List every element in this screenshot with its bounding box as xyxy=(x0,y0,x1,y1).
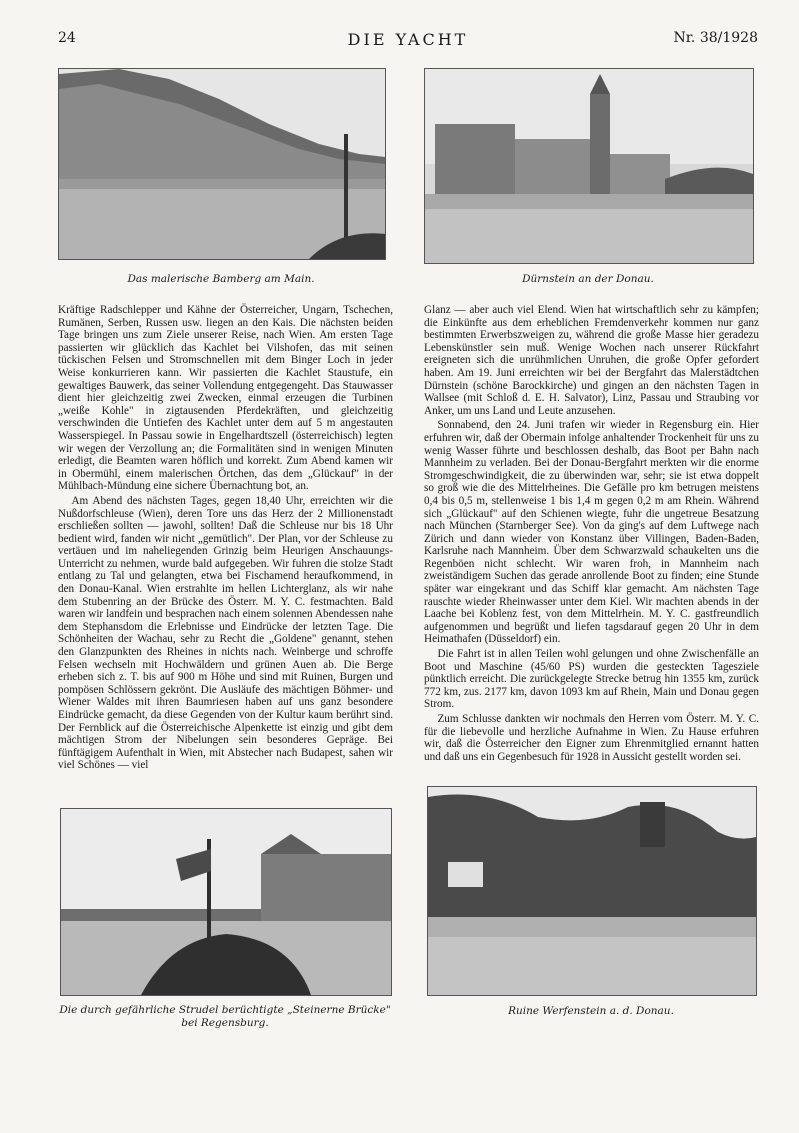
journal-title: DIE YACHT xyxy=(347,30,469,49)
paragraph: Kräftige Radschlepper und Kähne der Österreicher, Ungarn, Tschechen, Rumänen, Serben, Russen usw. liegen an den Kais. Die nächsten beiden Tage bringen uns zum Ziele unserer Reise, nach Wien. Am ersten Tage passierten wir glücklich das Kachlet bei Vilshofen, das mit seinen tückischen Felsen und Stromschnellen mit dem Binger Loch in jeder Weise konkurrieren kann. Wir passierten die Kachlet Staustufe, ein gewaltiges Bauwerk, das seiner Vollendung entgegengeht. Das Stauwasser dient hier gleichzeitig zwei Zwecken, einmal erzeugen die Turbinen „weiße Kohle" in zigtausenden Pferdekräften, und gleichzeitig verschwinden die Untiefen des Kachlet unter dem auf 5 m angestauten Wasserspiegel. In Passau sowie in Engelhardtszell (österreichisch) legten wir wegen der Verzollung an; die Formalitäten sind in wenigen Minuten erledigt, die Beamten waren höflich und korrekt. Zum Abend kamen wir in Obermühl, einem malerischen Örtchen, das dem „Glückauf" in der Mühlbach-Mündung eine sichere Übernachtung bot, an. xyxy=(58,304,393,493)
article-column-left xyxy=(58,304,393,772)
paragraph: Glanz — aber auch viel Elend. Wien hat wirtschaftlich sehr zu kämpfen; die Einkünfte aus dem erheblichen Fremdenverkehr kommen nur ganz bestimmten Erwerbszweigen zu, während die große Masse hier geradezu Lebenskünstler sein muß. Wenige Wochen nach unserer Rückfahrt ereigneten sich die unrühmlichen Unruhen, die große Opfer gefordert haben. Am 19. Juni erreichten wir bei der Bergfahrt das Malerstädtchen Dürnstein (schöne Barockkirche) und gingen an den nächsten Tagen in Wallsee (mit Schloß d. E. H. Salvator), Linz, Passau und Straubing vor Anker, um uns Land und Leute anzusehen. xyxy=(424,304,759,417)
running-header xyxy=(58,30,758,52)
paragraph: Zum Schlusse dankten wir nochmals den Herren vom Österr. M. Y. C. für die liebevolle und herzliche Aufnahme in Wien. Zu Hause erfuhren wir, daß die Österreicher den Eigner zum Ehrenmitglied ernannt hatten und daß uns ein Gegenbesuch für 1928 in Aussicht gestellt worden sei. xyxy=(424,713,759,763)
photo-steinerne-bruecke xyxy=(60,808,392,996)
photo-werfenstein xyxy=(427,786,757,996)
caption-werfenstein: Ruine Werfenstein a. d. Donau. xyxy=(508,1005,674,1017)
caption-line: Die durch gefährliche Strudel berüchtigte „Steinerne Brücke" xyxy=(59,1004,391,1016)
issue-number: Nr. 38/1928 xyxy=(673,30,758,46)
paragraph: Sonnabend, den 24. Juni trafen wir wieder in Regensburg ein. Hier erfuhren wir, daß der Obermain infolge anhaltender Trockenheit für uns zu wenig Wasser führte und beschlossen deshalb, das Boot per Bahn nach Mannheim zu verladen. Bei der Donau-Bergfahrt merkten wir die enorme Stromgeschwindigkeit, die zu überwinden war, sehr; sie ist etwa doppelt so groß wie die des Mittelrheines. Die Gefälle pro km betrugen meistens 0,4 bis 0,5 m, stellenweise 1 bis 1,4 m gegen 0,2 m am Rhein. Während sich „Glückauf" auf den Schienen wiegte, fuhr die ungetreue Besatzung nach München (Starnberger See). Von da ging's auf dem Luftwege nach Zürich und dann wieder von Konstanz über Villingen, Baden-Baden, Karlsruhe nach Mannheim. Über dem Schwarzwald schaukelten uns die Regenböen nicht schlecht. Wir waren froh, in Mannheim nach zweiständigem Suchen das gerade anrollende Boot zu finden; eine Stunde später war eingekrant und das Schiff klar gemacht. Am nächsten Tage rauschte wieder Rheinwasser unter dem Kiel. Wir machten abends in der Laache bei Koblenz fest, von dem Mittelrhein. M. Y. C. gastfreundlich aufgenommen und begrüßt und liefen tagsdarauf gegen 20 Uhr in dem Heimathafen (Düsseldorf) ein. xyxy=(424,419,759,646)
caption-steinerne-bruecke xyxy=(40,1004,410,1030)
page-number: 24 xyxy=(58,30,76,46)
article-column-right xyxy=(424,304,759,763)
photo-duernstein xyxy=(424,68,754,264)
photo-bamberg xyxy=(58,68,386,260)
paragraph: Am Abend des nächsten Tages, gegen 18,40 Uhr, erreichten wir die Nußdorfschleuse (Wien), deren Tore uns das Herz der 2 Millionenstadt erschließen sollten — jawohl, sollten! Daß die Schleuse nur bis 18 Uhr bedient wird, fanden wir nicht „gemütlich". Der Plan, vor der Schleuse zu vertäuen und im naheliegenden Grinzig beim Heurigen Anschauungs-Unterricht zu nehmen, wurde bald aufgegeben. Wir fuhren die stolze Stadt entlang zu Tal und gelangten, etwa bei Fischamend heraufkommend, in den Donau-Kanal. Wien erstrahlte im hellen Lichterglanz, als wir nahe dem Stubenring an der Brücke des Österr. M. Y. C. festmachten. Bald waren wir landfein und besprachen nach einem solennen Abendessen nahe dem Stephansdom die Erlebnisse und Eindrücke der letzten Tage. Die Schönheiten der Wachau, sehr zu Recht die „Goldene" genannt, stehen den Glanzpunkten des Rheines in nichts nach. Weinberge und schroffe Felsen wechseln mit Hochwäldern und grünen Auen ab. Die Berge erheben sich z. T. bis auf 900 m Höhe und sind mit Ruinen, Burgen und pompösen Schlössern gekrönt. Die Ausläufe des mächtigen Böhmer- und Wiener Waldes mit ihren Baumriesen haben auf uns ganz besondere Eindrücke gemacht, da diese Gegenden von der Kultur kaum berührt sind. Der Fernblick auf die Österreichische Alpenkette ist einzig und gibt dem mächtigen Strom der Nibelungen sein besonderes Gepräge. Bei fünftägigem Aufenthalt in Wien, mit Abstecher nach Budapest, sahen wir viel Schönes — viel xyxy=(58,494,393,772)
caption-duernstein: Dürnstein an der Donau. xyxy=(522,273,654,285)
caption-line: bei Regensburg. xyxy=(181,1017,269,1029)
caption-bamberg: Das malerische Bamberg am Main. xyxy=(127,273,315,285)
paragraph: Die Fahrt ist in allen Teilen wohl gelungen und ohne Zwischenfälle an Boot und Maschine (45/60 PS) wurden die gesteckten Tagesziele pünktlich erreicht. Die zurückgelegte Strecke betrug hin 1355 km, zurück 772 km, zus. 2177 km, davon 1093 km auf Rhein, Main und Donau gegen Strom. xyxy=(424,648,759,711)
